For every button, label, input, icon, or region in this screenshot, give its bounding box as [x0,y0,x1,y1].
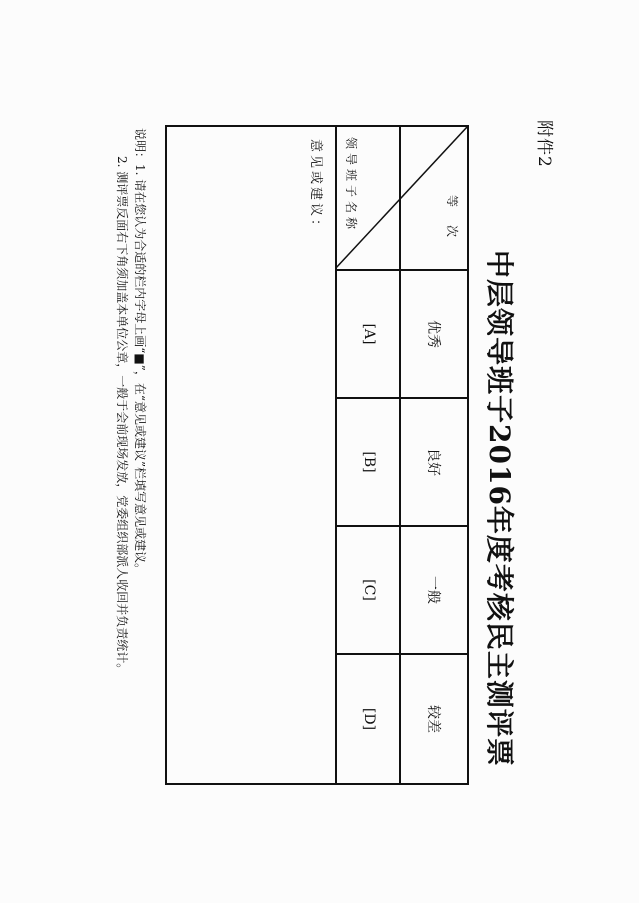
page-title: 中层领导班子2016年度考核民主测评票 [483,250,516,767]
grade-code-cell-d[interactable] [337,653,401,783]
instruction-line-1: 说明：1. 请在您认为合适的栏内字母上画“■”，在“意见或建议”栏填写意见或建议。 [133,128,147,576]
grade-code-b[interactable]: [B] [361,451,377,473]
attachment-label: 附件2 [534,120,554,168]
grade-code-a[interactable]: [A] [361,323,377,345]
instructions [113,128,149,675]
grade-code-d[interactable]: [D] [361,707,377,731]
grade-code-cell-a[interactable] [337,269,401,397]
diagonal-header-cell [335,127,467,269]
grade-header-cell [401,269,467,397]
opinion-row[interactable] [167,127,335,783]
instruction-line-2: 2. 测评票反面右下角须加盖本单位公章，一般于会前现场发放，党委组织部派人收回并负责统计。 [115,156,129,676]
grade-label-excellent: 优秀 [425,320,441,348]
grade-label-poor: 较差 [425,705,441,733]
grade-header-cell [401,397,467,525]
grade-code-cell-b[interactable] [337,397,401,525]
grade-label-good: 良好 [425,448,441,476]
opinion-label: 意见或建议： [308,139,323,236]
diagonal-grade-label: 等次 [445,194,459,255]
diagonal-team-label: 领导班子名称 [344,137,358,234]
grade-code-c[interactable]: [C] [361,579,377,601]
grade-header-cell [401,525,467,653]
grade-code-cell-c[interactable] [337,525,401,653]
evaluation-table [165,125,469,785]
grade-header-cell [401,653,467,783]
grade-label-average: 一般 [425,576,441,604]
